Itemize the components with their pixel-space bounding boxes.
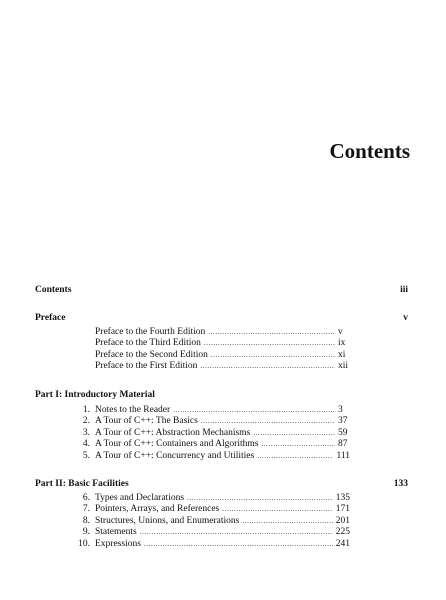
leader-dots (204, 338, 335, 349)
toc-entry[interactable] (70, 539, 350, 550)
part1-heading[interactable] (35, 389, 408, 401)
toc-entry[interactable] (70, 361, 350, 372)
section-page: v (403, 313, 408, 323)
entry-title: Types and Declarations (95, 493, 185, 503)
leader-dots (173, 405, 335, 416)
chapter-number: 10. (78, 538, 90, 549)
section-label: Part I: Introductory Material (35, 390, 155, 400)
leader-dots (222, 504, 332, 515)
toc-entry[interactable] (70, 504, 350, 515)
entry-title: Statements (95, 527, 137, 538)
toc-entry[interactable] (70, 405, 350, 416)
entry-title: Preface to the Fourth Edition (95, 327, 206, 337)
toc-entry[interactable] (70, 327, 350, 338)
entry-title: Expressions (95, 538, 141, 549)
chapter-number: 9. (82, 527, 90, 538)
section-label: Contents (35, 285, 72, 295)
leader-dots (257, 451, 333, 462)
page-title: Contents (329, 139, 410, 163)
chapter-number: 4. (82, 439, 90, 450)
toc-entry[interactable] (70, 416, 350, 427)
chapter-number: 8. (82, 515, 90, 526)
entry-page: 225 (335, 527, 350, 538)
entry-page: 37 (338, 416, 348, 427)
chapter-number: 5. (82, 450, 90, 461)
entry-page: 241 (335, 538, 350, 549)
entry-title: Structures, Unions, and Enumerations (95, 515, 240, 526)
entry-title: A Tour of C++: The Basics (95, 416, 198, 427)
leader-dots (261, 439, 335, 450)
toc-entry[interactable] (70, 493, 350, 504)
leader-dots (211, 350, 335, 361)
toc-entry[interactable] (70, 428, 350, 439)
entry-title: Preface to the First Edition (95, 361, 198, 372)
leader-dots (200, 361, 335, 372)
toc-entry[interactable] (70, 451, 350, 462)
entry-page: 171 (335, 504, 350, 515)
chapter-number: 6. (82, 493, 90, 503)
entry-title: A Tour of C++: Concurrency and Utilities (95, 450, 255, 461)
entry-title: Preface to the Third Edition (95, 338, 201, 349)
entry-title: Notes to the Reader (95, 405, 171, 415)
toc-entry[interactable] (70, 350, 350, 361)
part2-heading[interactable] (35, 478, 408, 490)
leader-dots (208, 327, 335, 338)
preface-heading[interactable] (35, 312, 408, 324)
entry-page: xii (338, 361, 349, 372)
part1-entries (70, 405, 350, 462)
entry-page: xi (338, 349, 346, 360)
chapter-number: 7. (82, 504, 90, 515)
part2-entries (70, 493, 350, 550)
toc-entry[interactable] (70, 338, 350, 349)
entry-page: 111 (336, 450, 350, 461)
entry-page: v (338, 327, 343, 337)
preface-entries (70, 327, 350, 373)
toc-entry[interactable] (70, 516, 350, 527)
leader-dots (201, 416, 335, 427)
section-label: Preface (35, 313, 66, 323)
entry-page: ix (338, 338, 346, 349)
entry-title: A Tour of C++: Abstraction Mechanisms (95, 427, 251, 438)
entry-page: 59 (338, 427, 348, 438)
leader-dots (187, 493, 333, 504)
toc-entry[interactable] (70, 439, 350, 450)
entry-title: A Tour of C++: Containers and Algorithms (95, 439, 259, 450)
entry-page: 3 (338, 405, 343, 415)
leader-dots (242, 516, 332, 527)
chapter-number: 3. (82, 427, 90, 438)
toc-contents-heading[interactable] (35, 284, 408, 296)
entry-page: 135 (335, 493, 350, 503)
leader-dots (253, 428, 335, 439)
entry-page: 201 (335, 515, 350, 526)
section-page: iii (400, 285, 408, 295)
chapter-number: 2. (82, 416, 90, 427)
entry-title: Pointers, Arrays, and References (95, 504, 220, 515)
section-page: 133 (393, 479, 408, 489)
chapter-number: 1. (82, 405, 90, 415)
leader-dots (144, 539, 333, 550)
entry-title: Preface to the Second Edition (95, 349, 208, 360)
entry-page: 87 (338, 439, 348, 450)
section-label: Part II: Basic Facilities (35, 479, 129, 489)
leader-dots (140, 527, 333, 538)
toc-entry[interactable] (70, 527, 350, 538)
